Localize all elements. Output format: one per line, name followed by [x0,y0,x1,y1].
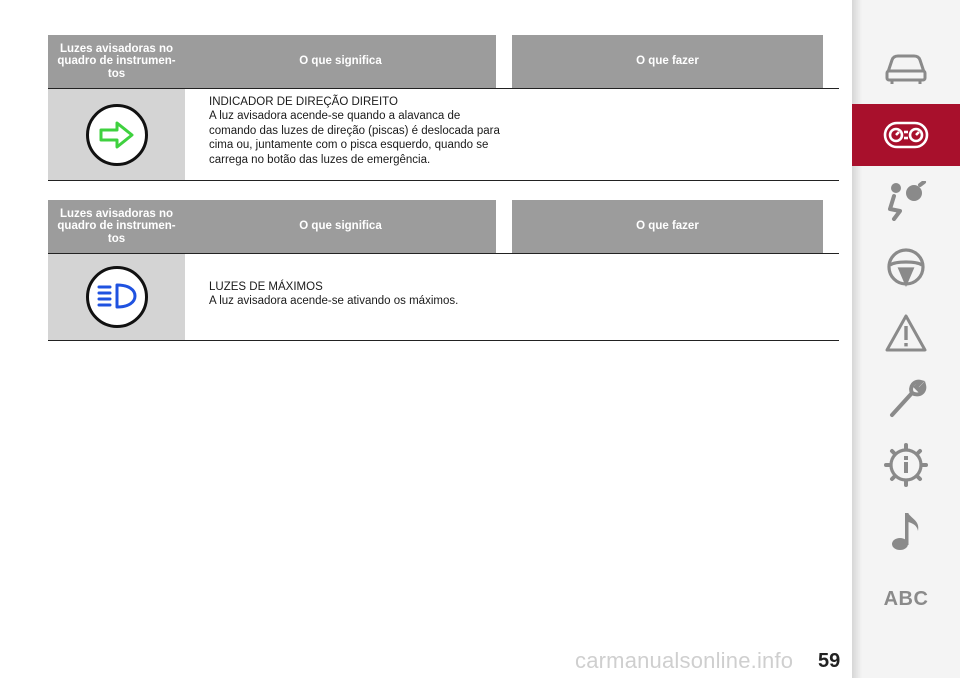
sidebar-item-car[interactable] [852,38,960,100]
light-title: LUZES DE MÁXIMOS [209,281,323,293]
light-description: A luz avisadora acende-se ativando os máximos. [209,295,459,308]
dashboard-icon [883,120,929,150]
car-icon [884,52,928,86]
light-description: A luz avisadora acende-se quando a alavanca de comando das luzes de direção (piscas) é deslocada para cima ou, juntamente com o pisca esquerdo, quando se carrega no botão das luzes de emergência. [209,110,500,166]
header-action: O que fazer [512,200,823,253]
header-warning-lights: Luzes avisadoras no quadro de instrumen- tos [48,35,185,88]
arrow-right-icon [97,119,137,151]
table-row [48,254,839,341]
warning-light-table [48,35,839,181]
table-header [48,35,839,89]
light-title: INDICADOR DE DIREÇÃO DIREITO [209,96,398,108]
watermark: carmanualsonline.info [575,648,794,673]
high-beam-icon [95,281,139,313]
airbag-seat-icon [884,181,928,221]
turn-signal-lamp [86,104,148,166]
high-beam-lamp [86,266,148,328]
page-number: 59 [818,650,841,672]
chapter-sidebar [852,0,960,678]
table-header [48,200,839,254]
icon-cell [48,89,185,180]
sidebar-item-emergency[interactable] [852,302,960,364]
sidebar-item-multimedia[interactable] [852,500,960,562]
icon-cell [48,254,185,340]
sidebar-item-safety[interactable] [852,170,960,232]
header-meaning: O que significa [185,200,496,253]
music-note-icon [888,509,924,553]
warning-triangle-icon [884,313,928,353]
table-row [48,89,839,181]
description-cell [185,89,839,180]
sidebar-item-maintenance[interactable] [852,368,960,430]
steering-wheel-icon [886,247,926,287]
wrench-icon [884,377,928,421]
header-meaning: O que significa [185,35,496,88]
warning-light-table [48,200,839,341]
sidebar-item-index[interactable] [852,568,960,630]
sidebar-item-dashboard[interactable] [852,104,960,166]
sidebar-item-driving[interactable] [852,236,960,298]
info-gear-icon [884,443,928,487]
header-warning-lights: Luzes avisadoras no quadro de instrumen- tos [48,200,185,253]
index-label: ABC [883,587,929,610]
sidebar-item-technical-data[interactable] [852,434,960,496]
header-action: O que fazer [512,35,823,88]
description-cell [185,254,839,340]
